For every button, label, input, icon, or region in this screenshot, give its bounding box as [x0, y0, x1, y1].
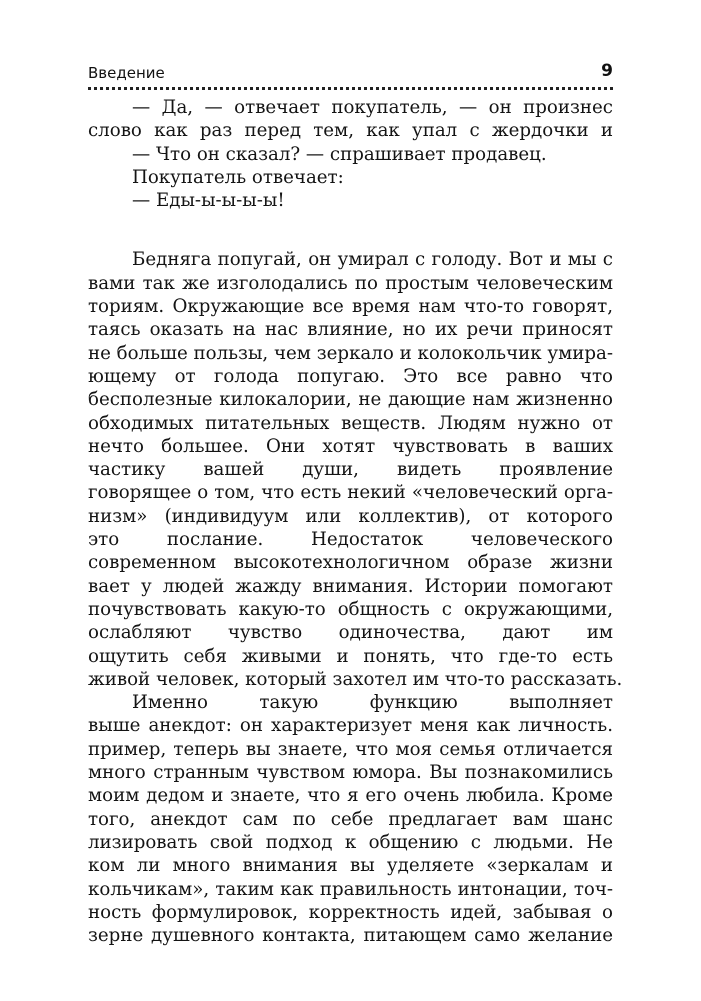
text-line: Бедняга попугай, он умирал с голоду. Вот и мы с	[132, 249, 613, 271]
text-line: не больше пользы, чем зеркало и колокольчик умира-	[88, 342, 613, 364]
text-line: ность формулировок, корректность идей, забывая о	[88, 901, 613, 923]
text-line: моим дедом и знаете, что я его очень любила. Кроме	[88, 785, 613, 807]
header-dotted-rule	[88, 87, 613, 90]
text-line: Именно такую функцию выполняет	[132, 692, 613, 714]
text-line: пример, теперь вы знаете, что моя семья отличается	[88, 738, 613, 760]
paragraph	[88, 248, 623, 691]
text-line: того, анекдот сам по себе предлагает вам шанс	[88, 808, 613, 830]
text-line: таясь оказать на нас влияние, но их речи приносят	[88, 319, 613, 341]
text-line: современном высокотехнологичном образе жизни	[88, 552, 613, 574]
text-line: обходимых питательных веществ. Людям нужно от	[88, 412, 613, 434]
text-line: ториям. Окружающие все время нам что-то говорят,	[88, 296, 613, 318]
section-gap	[88, 212, 613, 248]
text-line: говорящее о том, что есть некий «человеческий орга-	[88, 482, 613, 504]
text-line: вает у людей жажду внимания. Истории помогают	[88, 575, 613, 597]
dialogue-line: — Еды-ы-ы-ы-ы!	[132, 190, 285, 212]
text-line: живой человек, который захотел им что-то рассказать.	[88, 668, 623, 690]
text-line: это послание. Недостаток человеческого	[88, 529, 613, 551]
dialogue-line: — Да, — отвечает покупатель, — он произнес	[132, 97, 613, 118]
text-line: ком ли много внимания вы уделяете «зеркалам и	[88, 855, 613, 877]
text-line: частику вашей души, видеть проявление	[88, 459, 613, 481]
text-line: ослабляют чувство одиночества, дают им	[88, 622, 613, 644]
body-text	[88, 96, 623, 947]
text-line: лизировать свой подход к общению с людьми. Не	[88, 831, 613, 853]
running-header	[88, 61, 615, 85]
text-line: выше анекдот: он характеризует меня как личность.	[88, 715, 613, 737]
text-line: низм» (индивидуум или коллектив), от которого	[88, 505, 613, 527]
paragraph	[88, 691, 613, 947]
text-line: бесполезные килокалории, не дающие нам жизненно	[88, 389, 613, 411]
text-line: нечто большее. Они хотят чувствовать в ваших	[88, 435, 613, 457]
text-line: много странным чувством юмора. Вы познакомились	[88, 762, 613, 784]
text-line: ощутить себя живыми и понять, что где-то есть	[88, 645, 613, 667]
text-line: вами так же изголодались по простым человеческим	[88, 272, 613, 294]
dialogue-block	[88, 96, 613, 212]
text-line: ющему от голода попугаю. Это все равно что	[88, 365, 613, 387]
page-number: 9	[601, 61, 613, 81]
text-line: зерне душевного контакта, питающем само желание	[88, 925, 613, 947]
dialogue-line: Покупатель отвечает:	[132, 166, 344, 188]
section-title: Введение	[88, 64, 165, 82]
text-line: почувствовать какую-то общность с окружающими,	[88, 598, 613, 620]
dialogue-line: — Что он сказал? — спрашивает продавец.	[132, 143, 547, 165]
dialogue-line: слово как раз перед тем, как упал с жердочки и	[88, 120, 613, 142]
text-line: кольчикам», таким как правильность интонации, точ-	[88, 878, 613, 900]
